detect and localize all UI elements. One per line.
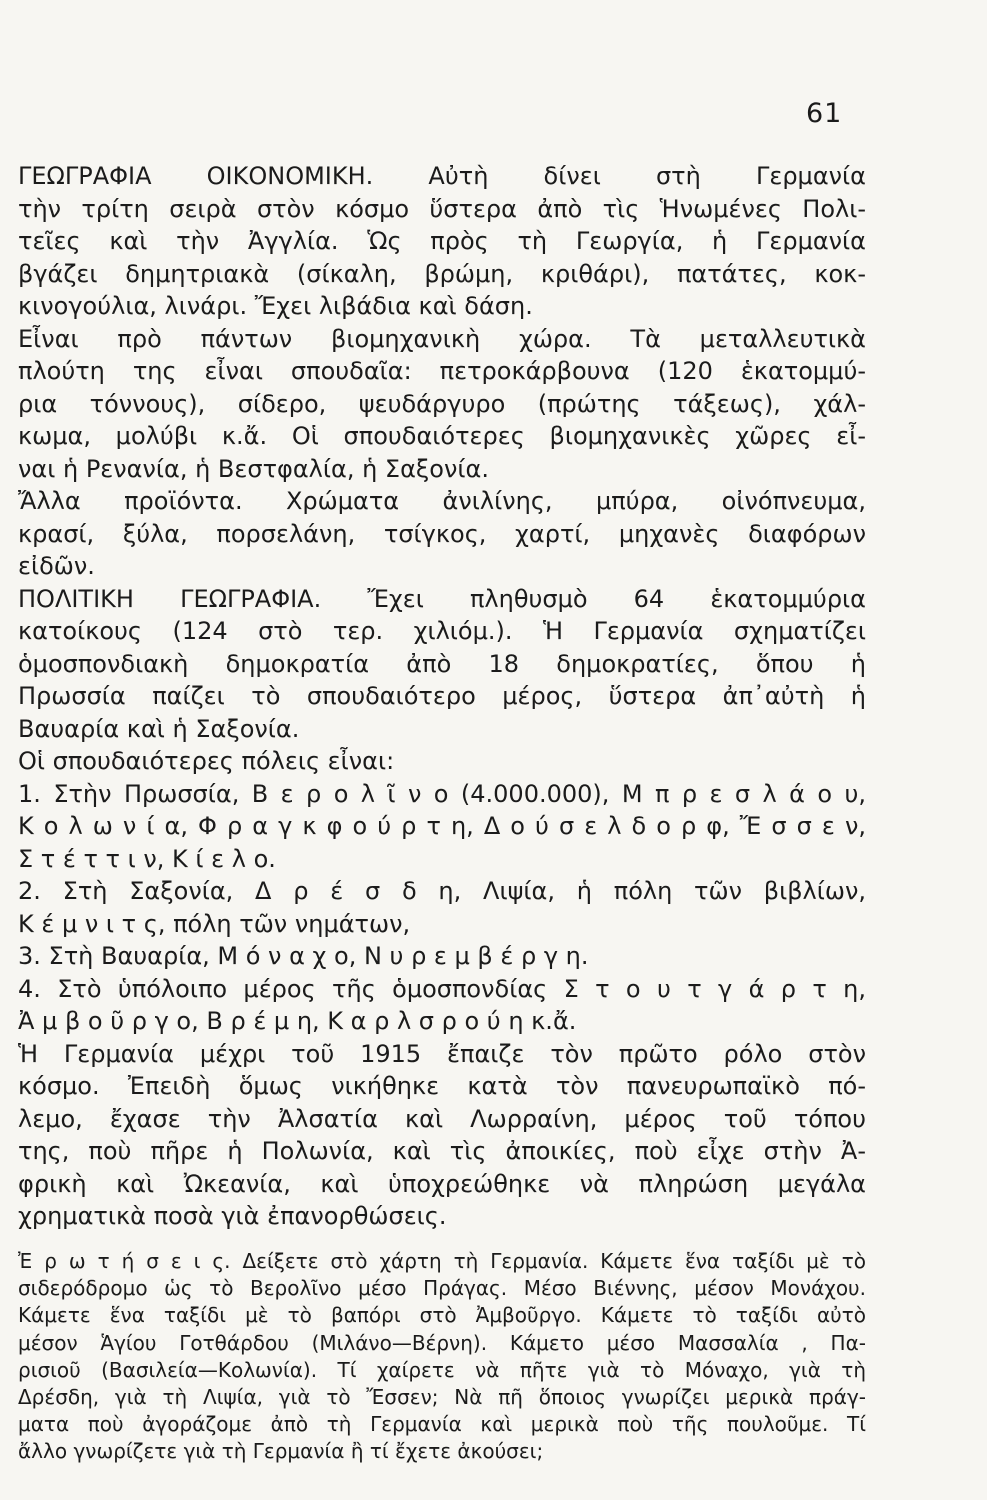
question-line: Ἐ ρ ω τ ή σ ε ι ς. Δείξετε στὸ χάρτη τὴ Γερμανία. Κάμετε ἕνα ταξίδι μὲ τὸ: [18, 1249, 866, 1273]
text-line: ΠΟΛΙΤΙΚΗ ΓΕΩΓΡΑΦΙΑ. Ἔχει πληθυσμὸ 64 ἑκατομμύρια: [18, 584, 866, 613]
text-line: ΓΕΩΓΡΑΦΙΑ ΟΙΚΟΝΟΜΙΚΗ. Αὐτὴ δίνει στὴ Γερμανία: [18, 162, 866, 190]
text-line: λεμο, ἔχασε τὴν Ἀλσατία καὶ Λωρραίνη, μέρος τοῦ τόπου: [18, 1104, 866, 1133]
text-line: φρικὴ καὶ Ὠκεανία, καὶ ὑποχρεώθηκε νὰ πληρώση μεγάλα: [18, 1169, 866, 1198]
main-text: [18, 160, 866, 1233]
text-line: Εἶναι πρὸ πάντων βιομηχανικὴ χώρα. Τὰ μεταλλευτικὰ: [18, 324, 866, 353]
text-line: 3. Στὴ Βαυαρία, Μ ό ν α χ ο, Ν υ ρ ε μ β έ ρ γ η.: [18, 942, 589, 970]
text-line: τεῖες καὶ τὴν Ἀγγλία. Ὡς πρὸς τὴ Γεωργία, ἡ Γερμανία: [18, 227, 866, 255]
text-line: χρηματικὰ ποσὰ γιὰ ἐπανορθώσεις.: [18, 1202, 447, 1230]
text-line: κρασί, ξύλα, πορσελάνη, τσίγκος, χαρτί, μηχανὲς διαφόρων: [18, 519, 866, 548]
question-line: Κάμετε ἕνα ταξίδι μὲ τὸ βαπόρι στὸ Ἀμβοῦργο. Κάμετε τὸ ταξίδι αὐτὸ: [18, 1303, 866, 1328]
question-line: ρισιοῦ (Βασιλεία—Κολωνία). Τί χαίρετε νὰ πῆτε γιὰ τὸ Μόναχο, γιὰ τὴ: [18, 1357, 866, 1382]
text-line: κωμα, μολύβι κ.ἄ. Οἱ σπουδαιότερες βιομηχανικὲς χῶρες εἶ-: [18, 422, 866, 450]
text-line: 4. Στὸ ὑπόλοιπο μέρος τῆς ὁμοσπονδίας Σ τ ο υ τ γ ά ρ τ η,: [18, 974, 866, 1003]
text-line: Βαυαρία καὶ ἡ Σαξονία.: [18, 714, 300, 743]
text-line: Σ τ έ τ τ ι ν, Κ ί ε λ ο.: [18, 844, 276, 873]
text-line: Κ έ μ ν ι τ ς, πόλη τῶν νημάτων,: [18, 909, 411, 938]
text-line: βγάζει δημητριακὰ (σίκαλη, βρώμη, κριθάρι), πατάτες, κοκ-: [18, 259, 866, 288]
question-line: σιδερόδρομο ὡς τὸ Βερολῖνο μέσο Πράγας. Μέσο Βιέννης, μέσον Μονάχου.: [18, 1276, 866, 1301]
question-line: ἄλλο γνωρίζετε γιὰ τὴ Γερμανία ἢ τί ἔχετε ἀκούσει;: [18, 1439, 544, 1464]
text-line: πλούτη της εἶναι σπουδαῖα: πετροκάρβουνα (120 ἑκατομμύ-: [18, 357, 866, 385]
text-line: εἰδῶν.: [18, 552, 95, 580]
text-line: 1. Στὴν Πρωσσία, Β ε ρ ο λ ῖ ν ο (4.000.000), Μ π ρ ε σ λ ά ο υ,: [18, 779, 866, 808]
text-line: Ἄλλα προϊόντα. Χρώματα ἀνιλίνης, μπύρα, οἰνόπνευμα,: [18, 487, 866, 515]
text-line: 2. Στὴ Σαξονία, Δ ρ έ σ δ η, Λιψία, ἡ πόλη τῶν βιβλίων,: [18, 877, 866, 905]
text-line: κατοίκους (124 στὸ τερ. χιλιόμ.). Ἡ Γερμανία σχηματίζει: [18, 617, 866, 645]
question-line: Δρέσδη, γιὰ τὴ Λιψία, γιὰ τὸ Ἔσσεν; Νὰ πῆ ὅποιος γνωρίζει μερικὰ πράγ-: [18, 1385, 866, 1410]
text-line: Ἀ μ β ο ῦ ρ γ ο, Β ρ έ μ η, Κ α ρ λ σ ρ ο ύ η κ.ἄ.: [18, 1007, 577, 1035]
text-line: ὁμοσπονδιακὴ δημοκρατία ἀπὸ 18 δημοκρατίες, ὅπου ἡ: [18, 649, 866, 678]
questions-section: [18, 1248, 866, 1466]
text-line: Οἱ σπουδαιότερες πόλεις εἶναι:: [18, 747, 395, 775]
text-line: κινογούλια, λινάρι. Ἔχει λιβάδια καὶ δάση.: [18, 292, 533, 320]
text-line: Ἡ Γερμανία μέχρι τοῦ 1915 ἔπαιζε τὸν πρῶτο ρόλο στὸν: [18, 1039, 866, 1068]
text-line: Πρωσσία παίζει τὸ σπουδαιότερο μέρος, ὕστερα ἀπ᾽αὐτὴ ἡ: [18, 682, 866, 710]
text-line: ναι ἡ Ρενανία, ἡ Βεστφαλία, ἡ Σαξονία.: [18, 454, 489, 483]
text-line: Κ ο λ ω ν ί α, Φ ρ α γ κ φ ο ύ ρ τ η, Δ ο ύ σ ε λ δ ο ρ φ, Ἔ σ σ ε ν,: [18, 812, 866, 840]
text-line: ρια τόννους), σίδερο, ψευδάργυρο (πρώτης τάξεως), χάλ-: [18, 389, 866, 418]
page-number: 61: [806, 98, 843, 129]
text-line: τὴν τρίτη σειρὰ στὸν κόσμο ὕστερα ἀπὸ τὶς Ἡνωμένες Πολι-: [18, 194, 866, 223]
text-line: κόσμο. Ἐπειδὴ ὅμως νικήθηκε κατὰ τὸν πανευρωπαϊκὸ πό-: [18, 1072, 866, 1100]
question-line: μέσον Ἁγίου Γοτθάρδου (Μιλάνο—Βέρνη). Κάμετο μέσο Μασσαλία , Πα-: [18, 1330, 866, 1355]
text-line: της, ποὺ πῆρε ἡ Πολωνία, καὶ τὶς ἀποικίες, ποὺ εἶχε στὴν Ἀ-: [18, 1137, 866, 1165]
question-line: ματα ποὺ ἀγοράζομε ἀπὸ τὴ Γερμανία καὶ μερικὰ ποὺ τῆς πουλοῦμε. Τί: [18, 1412, 866, 1437]
